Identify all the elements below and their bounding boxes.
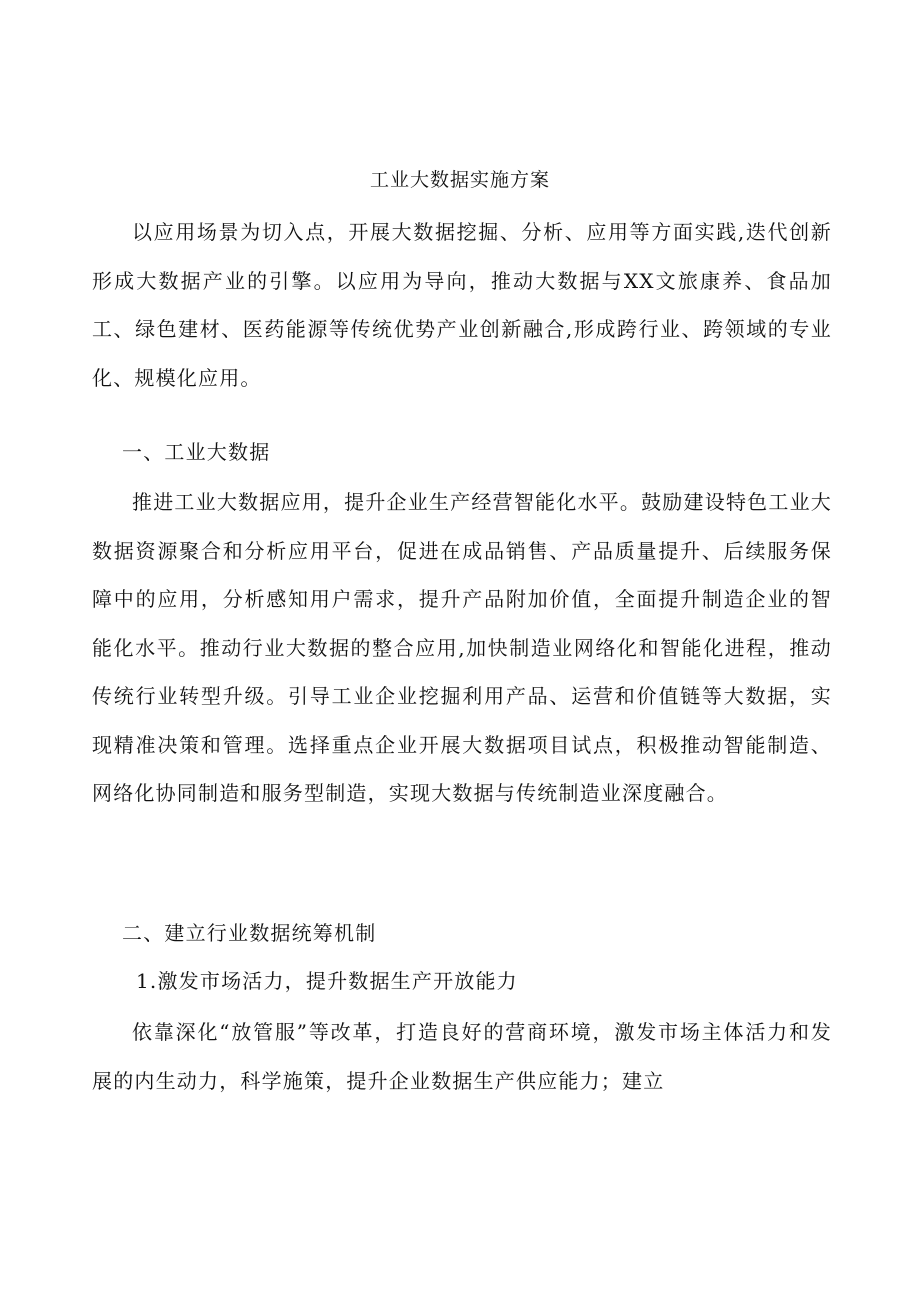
section-heading-2: 二、建立行业数据统筹机制 <box>122 921 377 945</box>
section-2-subheading-1: 1.激发市场活力，提升数据生产开放能力 <box>136 969 518 993</box>
section-heading-1: 一、工业大数据 <box>122 440 271 464</box>
section-1-paragraph: 推进工业大数据应用，提升企业生产经营智能化水平。鼓励建设特色工业大数据资源聚合和分析应用平台，促进在成品销售、产品质量提升、后续服务保障中的应用，分析感知用户需求，提升产品附加价值，全面提升制造企业的智能化水平。推动行业大数据的整合应用,加快制造业网络化和智能化进程，推动传统行业转型升级。引导工业企业挖掘利用产品、运营和价值链等大数据，实现精准决策和管理。选择重点企业开展大数据项目试点，积极推动智能制造、网络化协同制造和服务型制造，实现大数据与传统制造业深度融合。 <box>92 490 832 805</box>
document-title: 工业大数据实施方案 <box>369 169 550 191</box>
section-2-paragraph: 依靠深化“放管服”等改革，打造良好的营商环境，激发市场主体活力和发展的内生动力，科学施策，提升企业数据生产供应能力；建立 <box>92 1020 832 1093</box>
intro-paragraph: 以应用场景为切入点，开展大数据挖掘、分析、应用等方面实践,迭代创新形成大数据产业的引擎。以应用为导向，推动大数据与XX文旅康养、食品加工、绿色建材、医药能源等传统优势产业创新融合,形成跨行业、跨领域的专业化、规模化应用。 <box>92 220 832 390</box>
